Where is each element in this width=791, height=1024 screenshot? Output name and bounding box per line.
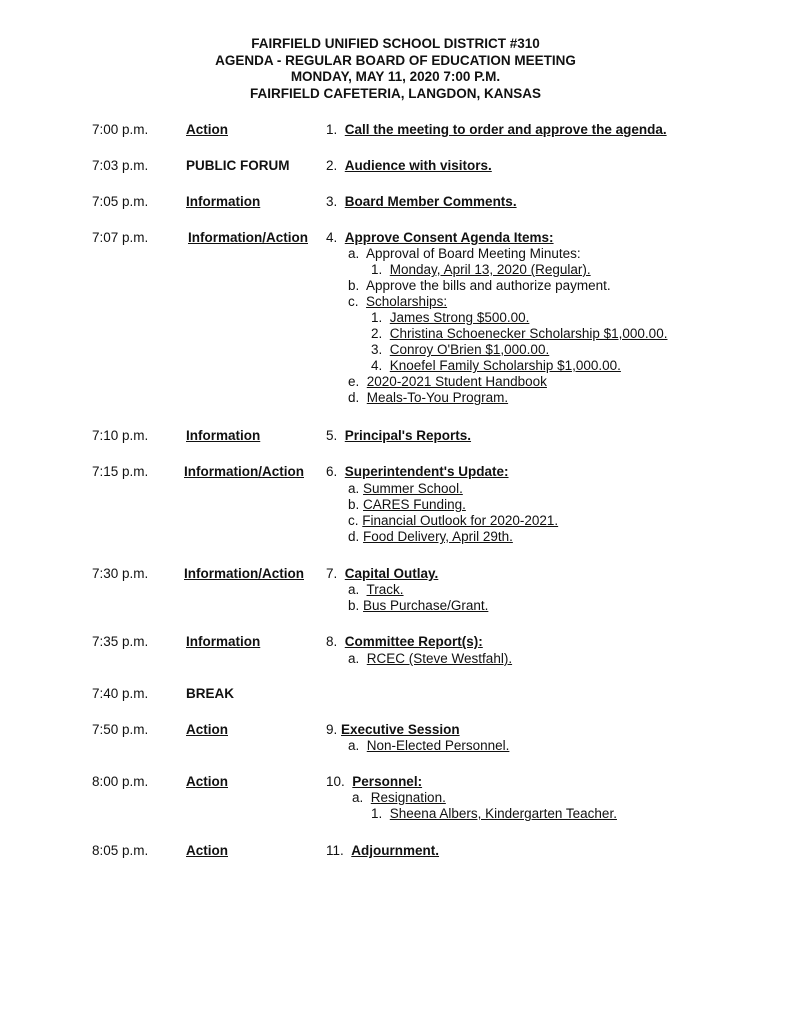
sub-item [352,790,446,806]
item-heading [326,158,492,174]
sub-item [371,358,621,374]
sub-text: James Strong $500.00. [389,310,530,325]
item-heading [326,774,422,790]
item-number: 1. [326,122,338,137]
sub-label: d. [348,390,360,405]
item-time: 7:10 p.m. [92,428,149,443]
sub-label: 4. [371,358,383,373]
sub-label: e. [348,374,360,389]
item-type: Action [186,774,228,789]
item-title: Committee Report(s): [344,634,483,649]
sub-label: a. [348,582,360,597]
sub-item [348,278,611,294]
sub-item [348,294,447,310]
item-heading [326,194,517,210]
item-type: Information/Action [184,566,304,581]
sub-text: Knoefel Family Scholarship $1,000.00. [389,358,621,373]
item-title: Capital Outlay. [344,566,439,581]
item-title: Superintendent's Update: [344,464,509,479]
item-type: Information/Action [188,230,308,245]
sub-item [348,246,581,262]
sub-text: CARES Funding. [363,497,466,512]
sub-item [371,342,549,358]
sub-label: 1. [371,310,383,325]
sub-label: 1. [371,806,383,821]
item-time: 7:05 p.m. [92,194,149,209]
item-number: 10. [326,774,345,789]
sub-item [371,310,529,326]
sub-text: Track. [366,582,404,597]
item-number: 7. [326,566,338,581]
item-number: 4. [326,230,338,245]
item-heading [326,230,554,246]
sub-text: Approve the bills and authorize payment. [366,278,611,293]
item-title: Adjournment. [351,843,440,858]
item-type: Information/Action [184,464,304,479]
sub-label: a. [348,481,360,496]
item-heading [326,566,438,582]
item-time: 7:00 p.m. [92,122,149,137]
sub-label: a. [348,246,360,261]
sub-label: 3. [371,342,383,357]
item-type: Information [186,428,261,443]
sub-label: a. [348,651,360,666]
sub-item [348,374,547,390]
item-time: 8:05 p.m. [92,843,149,858]
meeting-location: FAIRFIELD CAFETERIA, LANGDON, KANSAS [249,85,541,101]
sub-label: a. [352,790,364,805]
item-time: 7:03 p.m. [92,158,149,173]
sub-label: a. [348,738,360,753]
sub-text: 2020-2021 Student Handbook [366,374,547,389]
sub-text: Scholarships: [366,294,448,309]
sub-text: Sheena Albers, Kindergarten Teacher. [389,806,617,821]
item-title: Board Member Comments. [344,194,517,209]
item-title: Approve Consent Agenda Items: [344,230,554,245]
item-type: BREAK [186,686,235,701]
sub-label: 2. [371,326,383,341]
sub-text: Monday, April 13, 2020 (Regular). [389,262,591,277]
item-number: 9. [326,722,338,737]
sub-label: b. [348,497,360,512]
item-type: Information [186,634,261,649]
sub-text: Food Delivery, April 29th. [363,529,513,544]
sub-item [348,738,509,754]
item-number: 11. [326,843,344,858]
item-heading [326,722,460,738]
item-heading [326,843,439,859]
item-time: 7:07 p.m. [92,230,149,245]
item-number: 3. [326,194,338,209]
sub-item [348,598,488,614]
sub-label: 1. [371,262,383,277]
item-heading [326,122,667,138]
item-time: 7:35 p.m. [92,634,149,649]
sub-text: Summer School. [363,481,463,496]
sub-item [348,497,466,513]
sub-item [348,390,508,406]
sub-item [348,582,404,598]
meeting-date: MONDAY, MAY 11, 2020 7:00 P.M. [290,69,501,84]
item-time: 7:15 p.m. [92,464,149,479]
sub-item [371,806,617,822]
sub-text: Meals-To-You Program. [366,390,509,405]
sub-item [348,651,512,667]
sub-text: Approval of Board Meeting Minutes: [366,246,581,261]
sub-label: b. [348,598,360,613]
item-title: Call the meeting to order and approve the agenda. [344,122,667,137]
sub-label: c. [348,513,359,528]
sub-text: Resignation. [370,790,446,805]
item-time: 8:00 p.m. [92,774,149,789]
sub-text: Christina Schoenecker Scholarship $1,000.00. [389,326,668,341]
sub-text: Conroy O'Brien $1,000.00. [389,342,550,357]
sub-text: RCEC (Steve Westfahl). [366,651,513,666]
sub-text: Bus Purchase/Grant. [363,598,489,613]
item-type: PUBLIC FORUM [186,158,290,173]
sub-item [348,513,558,529]
item-number: 2. [326,158,338,173]
item-number: 6. [326,464,338,479]
item-type: Action [186,122,228,137]
item-heading [326,428,471,444]
item-title: Principal's Reports. [344,428,472,443]
item-number: 5. [326,428,338,443]
item-heading [326,634,483,650]
item-title: Executive Session [341,722,460,737]
item-heading [326,464,509,480]
item-title: Audience with visitors. [344,158,492,173]
item-time: 7:40 p.m. [92,686,149,701]
meeting-title: AGENDA - REGULAR BOARD OF EDUCATION MEETING [215,52,576,68]
item-title: Personnel: [352,774,423,789]
sub-item [348,529,513,545]
item-time: 7:30 p.m. [92,566,149,581]
item-type: Information [186,194,261,209]
sub-text: Financial Outlook for 2020-2021. [362,513,559,528]
item-number: 8. [326,634,338,649]
district-name: FAIRFIELD UNIFIED SCHOOL DISTRICT #310 [251,36,540,51]
sub-item [371,326,667,342]
item-type: Action [186,843,228,858]
sub-text: Non-Elected Personnel. [366,738,510,753]
item-type: Action [186,722,228,737]
sub-label: c. [348,294,359,309]
sub-item [348,481,463,497]
item-time: 7:50 p.m. [92,722,149,737]
sub-label: d. [348,529,360,544]
sub-label: b. [348,278,360,293]
agenda-header [0,36,791,102]
sub-item [371,262,591,278]
